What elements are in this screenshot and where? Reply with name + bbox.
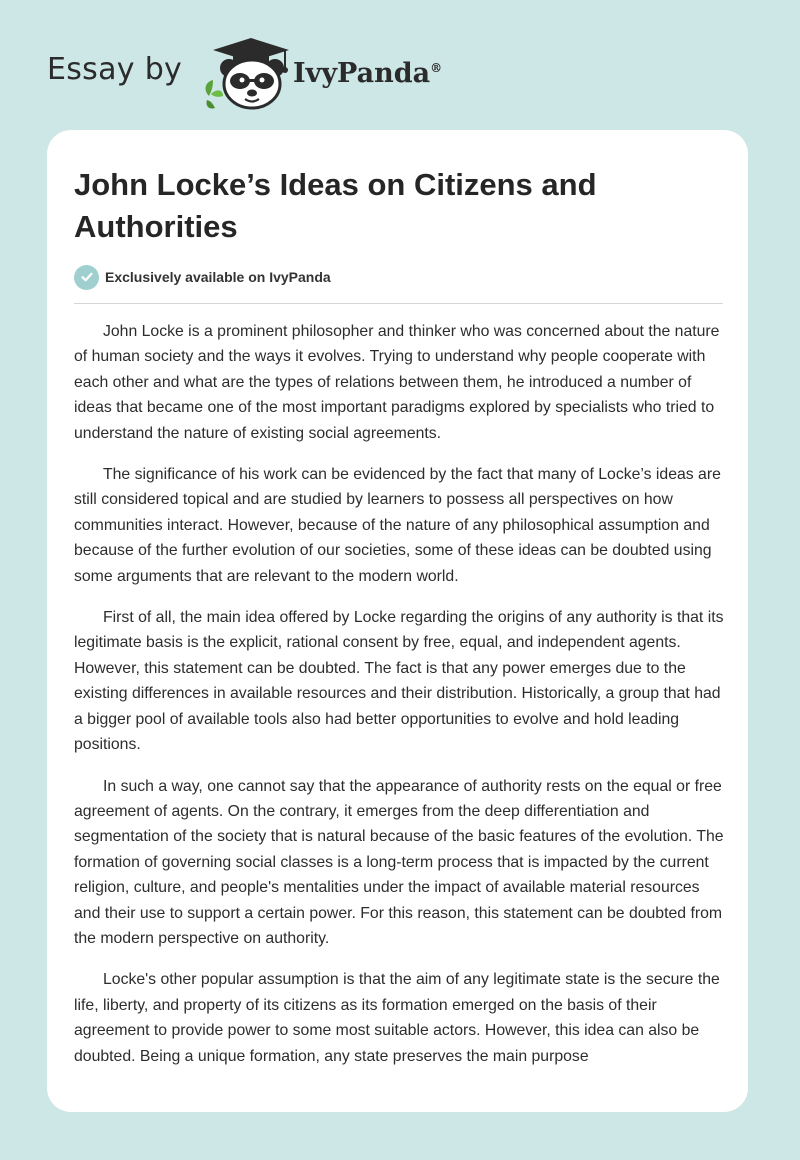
brand-name: IvyPanda® <box>293 58 443 89</box>
essay-card <box>47 130 748 1112</box>
paragraph: First of all, the main idea offered by Locke regarding the origins of any authority is that its legitimate basis is the explicit, rational consent by free, equal, and independent agents. However, this statement can be doubted. The fact is that any power emerges due to the existing differences in available resources and their distribution. Historically, a group that had a bigger pool of available tools also had better opportunities to evolve and hold leading positions. <box>74 609 724 754</box>
exclusive-badge <box>74 264 331 290</box>
paragraph: Locke's other popular assumption is that the aim of any legitimate state is the secure the life, liberty, and property of its citizens as its formation emerged on the basis of their agreement to provide power to some most suitable actors. However, this idea can also be doubted. Being a unique formation, any state preserves the main purpose <box>74 971 720 1065</box>
essay-body <box>74 319 726 1085</box>
essay-by-label: Essay by <box>47 52 183 87</box>
registered-mark: ® <box>430 61 443 75</box>
ivypanda-logo-icon[interactable] <box>199 34 299 110</box>
paragraph: John Locke is a prominent philosopher and thinker who was concerned about the nature of human society and the ways it evolves. Trying to understand why people cooperate with each other and what are the types of relations between them, he introduced a number of ideas that became one of the most important paradigms explored by specialists who tried to understand the nature of existing social agreements. <box>74 323 720 442</box>
divider <box>74 303 723 304</box>
paragraph: In such a way, one cannot say that the appearance of authority rests on the equal or free agreement of agents. On the contrary, it emerges from the deep differentiation and segmentation of the society that is natural because of the basic features of the evolution. The formation of governing social classes is a long-term process that is impacted by the current religion, culture, and people's mentalities under the impact of available material resources and their use to support a certain power. For this reason, this statement can be doubted from the modern perspective on authority. <box>74 777 724 947</box>
paragraph: The significance of his work can be evidenced by the fact that many of Locke’s ideas are still considered topical and are studied by learners to possess all perspectives on how communities interact. However, because of the nature of any philosophical assumption and because of the further evolution of our societies, some of these ideas can be doubted using some arguments that are relevant to the modern world. <box>74 466 721 585</box>
page-title: John Locke’s Ideas on Citizens and Authorities <box>74 167 597 244</box>
site-header <box>47 34 467 114</box>
exclusive-badge-label: Exclusively available on IvyPanda <box>105 269 331 285</box>
check-icon <box>74 265 99 290</box>
